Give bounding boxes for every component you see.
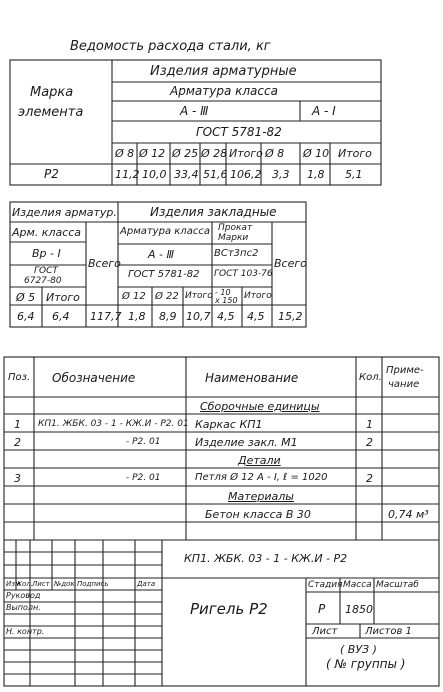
stamp-col-izm: Изм [6,580,21,588]
stamp-stadia: Р [318,602,326,616]
table2-gost2: ГОСТ 5781-82 [128,269,200,280]
stamp-role-2: Н. контр. [6,627,45,636]
table2-val-0: 6,4 [17,310,35,323]
table2-vst: ВСт3пс2 [214,248,259,259]
table2-col-itogo2: Итого [185,291,213,301]
stamp-listov-label: Листов 1 [365,626,412,637]
table2-vsego: Всего [88,257,121,270]
table1-col-1: Ø 12 [139,147,166,160]
stamp-role-0: Руковод [6,591,41,600]
stamp-massa-label: Масса [343,580,372,590]
table2-col-strip-line1: - 10 [215,288,231,297]
spec-row2-qty: 2 [366,436,373,449]
stamp-stadia-label: Стадия [308,580,343,590]
stamp-masshtab-label: Масштаб [376,580,419,590]
spec-header-pos: Поз. [8,372,31,383]
stamp-col-list: Лист [32,580,50,588]
spec-header-name: Наименование [205,371,299,385]
spec-row2-oboz: - Р2. 01 [126,437,161,447]
table1-col-2: Ø 25 [172,147,199,160]
table2-col-phi5: Ø 5 [16,291,36,304]
table2-group2: Изделия закладные [150,205,277,219]
table1-val-4: 106,2 [230,168,262,181]
table1-val-5: 3,3 [272,168,290,181]
table2-val-4: 8,9 [159,310,177,323]
table2-a3: А - Ⅲ [148,248,175,261]
table2-val-7: 4,5 [247,310,265,323]
stamp-list-label: Лист [312,626,338,637]
table2-val-6: 4,5 [217,310,235,323]
spec-row4-note: 0,74 м³ [388,508,429,521]
spec-row3-name: Петля Ø 12 А - Ⅰ, ℓ = 1020 [195,472,328,483]
spec-row3-pos: 3 [14,472,21,485]
stamp-code: КП1. ЖБК. 03 - 1 - КЖ.И - Р2 [184,552,348,565]
spec-row1-oboz: КП1. ЖБК. 03 - 1 - КЖ.И - Р2. 01 [38,419,189,429]
table1-val-0: 11,2 [115,168,140,181]
table2-arm-class2: Арматура класса [120,226,210,237]
spec-section-materials: Материалы [228,490,294,503]
table2-col-itogo3: Итого [244,291,272,301]
table2-val-8: 15,2 [278,310,303,323]
table2-col-itogo1: Итого [46,291,80,304]
stamp-role-1: Выполн. [6,603,41,612]
table1-val-1: 10,0 [142,168,167,181]
spec-row1-pos: 1 [14,418,21,431]
table2-col-strip-line2: x 150 [215,296,238,305]
table1-col-0: Ø 8 [115,147,135,160]
table1-mark-header-line2: элемента [18,105,84,120]
table2-group1: Изделия арматур. [12,206,117,219]
spec-row3-oboz: - Р2. 01 [126,473,161,483]
table2-bp1: Вр - Ⅰ [32,247,61,260]
spec-row2-name: Изделие закл. М1 [195,436,298,449]
stamp-col-kol: Кол. [17,580,33,588]
table1-col-5: Ø 8 [265,147,285,160]
table2-gost1-line2: 6727-80 [24,276,62,286]
spec-row4-name: Бетон класса В 30 [205,508,311,521]
table2-prokat-line1: Прокат [218,223,253,233]
table1-subgroup: Арматура класса [170,84,278,98]
table1-val-6: 1,8 [307,168,325,181]
table1-row-mark: Р2 [44,167,59,181]
stamp-group: ( № группы ) [326,657,406,671]
table1-title: Ведомость расхода стали, кг [70,39,271,54]
spec-row3-qty: 2 [366,472,373,485]
table2-val-1: 6,4 [52,310,70,323]
spec-section-assembly: Сборочные единицы [200,400,320,413]
table2-arm-class: Арм. класса [12,226,82,239]
stamp-org: ( ВУЗ ) [340,643,377,656]
table1-val-7: 5,1 [345,168,363,181]
table1-class-a1: А - Ⅰ [312,104,336,118]
table1-mark-header-line1: Марка [30,85,74,100]
table2-gost3: ГОСТ 103-76 [214,269,273,279]
table1-gost: ГОСТ 5781-82 [196,125,282,139]
table1-group: Изделия арматурные [150,64,297,79]
table2-vsego2: Всего [274,257,307,270]
spec-row1-name: Каркас КП1 [195,418,263,431]
stamp-col-data: Дата [137,580,156,588]
table1-class-a3: А - Ⅲ [180,104,209,118]
spec-section-details: Детали [238,454,281,467]
table1-col-3: Ø 28 [201,147,228,160]
spec-header-oboz: Обозначение [52,371,136,385]
table1-val-2: 33,4 [174,168,199,181]
stamp-massa: 1850 [345,603,373,616]
table2-col-phi12: Ø 12 [122,291,146,302]
spec-header-qty: Кол. [359,372,382,383]
stamp-col-podpis: Подпись [77,580,109,588]
spec-header-note-line1: Приме- [386,365,424,376]
stamp-name: Ригель Р2 [190,600,268,618]
table1-col-4: Итого [229,147,263,160]
table2-gost1-line1: ГОСТ [34,266,58,276]
table2-prokat-line2: Марки [218,233,249,243]
table2-val-5: 10,7 [186,310,211,323]
spec-header-note-line2: чание [388,379,420,390]
table2-col-phi22: Ø 22 [155,291,179,302]
stamp-col-ndok: №док [54,580,75,588]
table1-col-7: Итого [338,147,372,160]
table2-val-3: 1,8 [128,310,146,323]
table2-val-2: 117,7 [90,310,122,323]
table1-val-3: 51,6 [203,168,228,181]
spec-row2-pos: 2 [14,436,21,449]
table1-col-6: Ø 10 [303,147,330,160]
spec-row1-qty: 1 [366,418,373,431]
